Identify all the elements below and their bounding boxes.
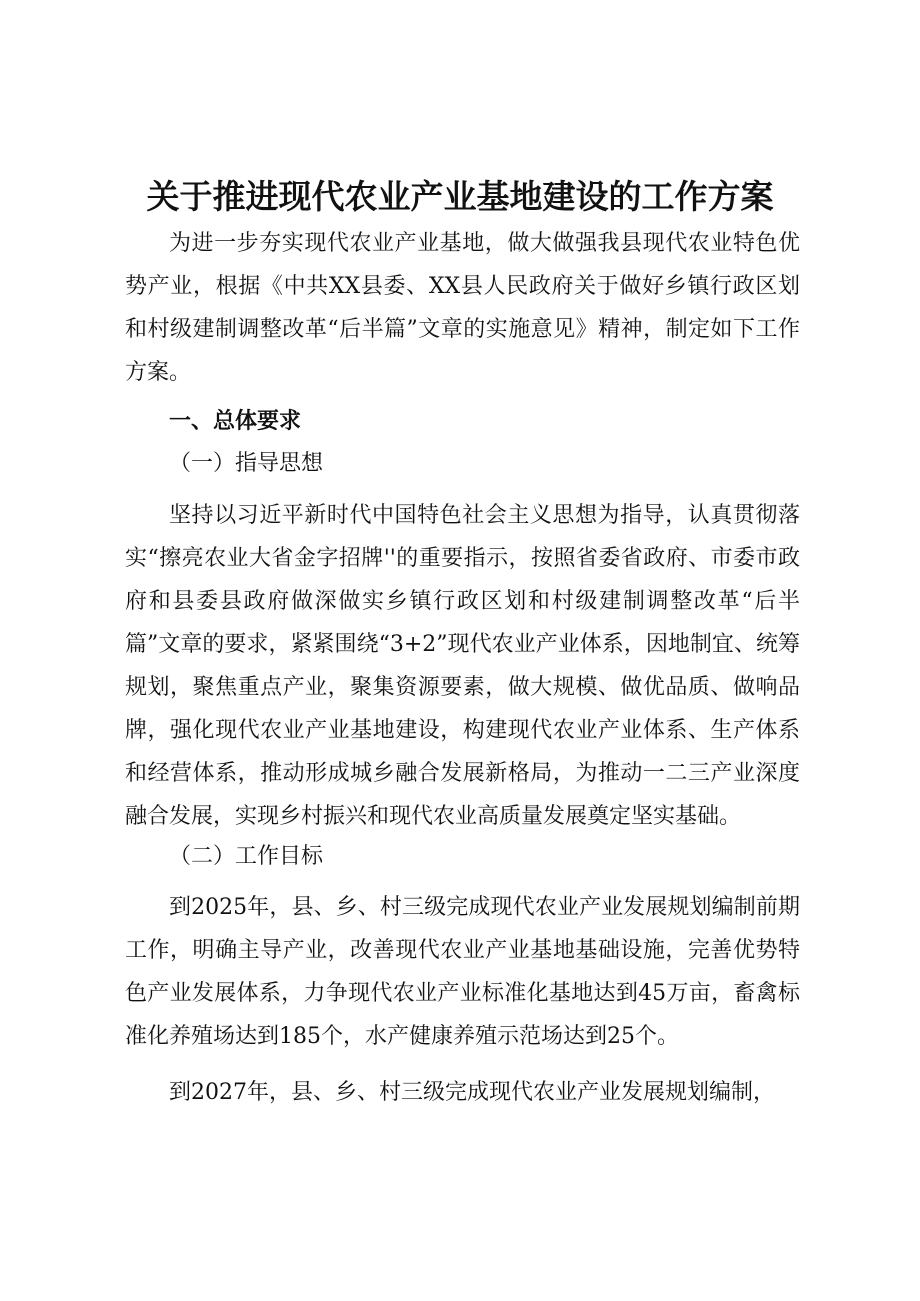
guiding-ideology-paragraph: 坚持以习近平新时代中国特色社会主义思想为指导，认真贯彻落实“擦亮农业大省金字招牌''的重要指示，按照省委省政府、市委市政府和县委县政府做深做实乡镇行政区划和村级建制调整改革“后半篇”文章的要求，紧紧围绕“3+2”现代农业产业体系，因地制宜、统筹规划，聚焦重点产业，聚集资源要素，做大规模、做优品质、做响品牌，强化现代农业产业基地建设，构建现代农业产业体系、生产体系和经营体系，推动形成城乡融合发展新格局，为推动一二三产业深度融合发展，实现乡村振兴和现代农业高质量发展奠定坚实基础。 — [125, 503, 800, 829]
section-heading-general-requirements: 一、总体要求 — [169, 409, 302, 434]
document-title: 关于推进现代农业产业基地建设的工作方案 — [146, 177, 774, 216]
subsection-heading-work-goals: （二）工作目标 — [169, 844, 324, 869]
subsection-heading-guiding-ideology: （一）指导思想 — [169, 451, 324, 476]
goal-2027-paragraph: 到2027年，县、乡、村三级完成现代农业产业发展规划编制， — [169, 1080, 775, 1105]
goal-2025-paragraph: 到2025年，县、乡、村三级完成现代农业产业发展规划编制前期工作，明确主导产业，改善现代农业产业基地基础设施，完善优势特色产业发展体系，力争现代农业产业标准化基地达到45万亩，畜禽标准化养殖场达到185个，水产健康养殖示范场达到25个。 — [125, 895, 800, 1049]
intro-paragraph: 为进一步夯实现代农业产业基地，做大做强我县现代农业特色优势产业，根据《中共XX县委、XX县人民政府关于做好乡镇行政区划和村级建制调整改革“后半篇”文章的实施意见》精神，制定如下工作方案。 — [125, 231, 800, 385]
